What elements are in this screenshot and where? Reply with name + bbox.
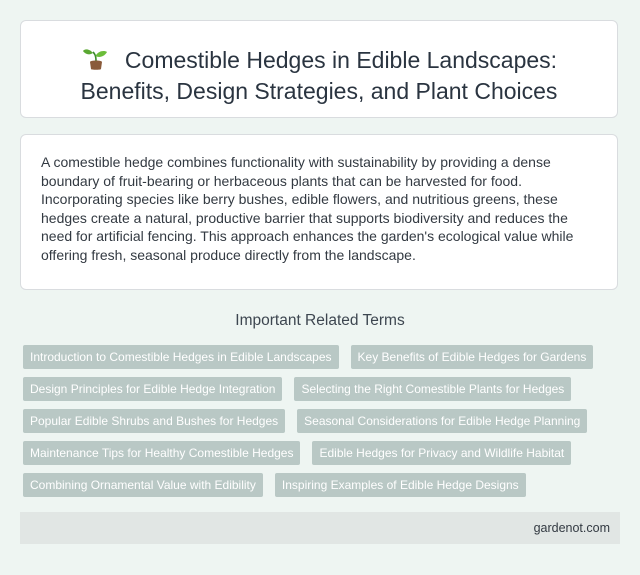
tag-row bbox=[23, 345, 623, 369]
related-term-tag[interactable]: Maintenance Tips for Healthy Comestible Hedges bbox=[23, 441, 300, 465]
intro-paragraph: A comestible hedge combines functionality with sustainability by providing a dense boundary of fruit-bearing or herbaceous plants that can be harvested for food. Incorporating species like berry bushes, edible flowers, and nutritious greens, these hedges create a natural, productive barrier that supports biodiversity and reduces the need for artificial fencing. This approach enhances the garden's ecological value while offering fresh, seasonal produce directly from the landscape. bbox=[41, 154, 574, 263]
sprout-icon bbox=[81, 47, 111, 71]
page-title bbox=[21, 21, 617, 107]
title-card bbox=[20, 20, 618, 118]
title-line-2: Benefits, Design Strategies, and Plant Choices bbox=[80, 78, 558, 104]
footer-site-link[interactable]: gardenot.com bbox=[533, 521, 610, 535]
related-terms-list bbox=[23, 345, 623, 505]
related-term-tag[interactable]: Key Benefits of Edible Hedges for Gardens bbox=[351, 345, 594, 369]
tag-row bbox=[23, 441, 623, 465]
related-term-tag[interactable]: Introduction to Comestible Hedges in Edible Landscapes bbox=[23, 345, 339, 369]
related-term-tag[interactable]: Combining Ornamental Value with Edibility bbox=[23, 473, 263, 497]
related-terms-heading: Important Related Terms bbox=[235, 312, 405, 329]
footer bbox=[20, 512, 620, 544]
tag-row bbox=[23, 377, 623, 401]
related-term-tag[interactable]: Inspiring Examples of Edible Hedge Designs bbox=[275, 473, 526, 497]
related-term-tag[interactable]: Popular Edible Shrubs and Bushes for Hedges bbox=[23, 409, 285, 433]
related-term-tag[interactable]: Edible Hedges for Privacy and Wildlife Habitat bbox=[312, 441, 571, 465]
intro-card bbox=[20, 134, 618, 290]
related-term-tag[interactable]: Selecting the Right Comestible Plants for Hedges bbox=[294, 377, 571, 401]
tag-row bbox=[23, 473, 623, 497]
related-term-tag[interactable]: Seasonal Considerations for Edible Hedge Planning bbox=[297, 409, 587, 433]
title-line-1: Comestible Hedges in Edible Landscapes: bbox=[124, 47, 558, 73]
tag-row bbox=[23, 409, 623, 433]
related-term-tag[interactable]: Design Principles for Edible Hedge Integration bbox=[23, 377, 282, 401]
